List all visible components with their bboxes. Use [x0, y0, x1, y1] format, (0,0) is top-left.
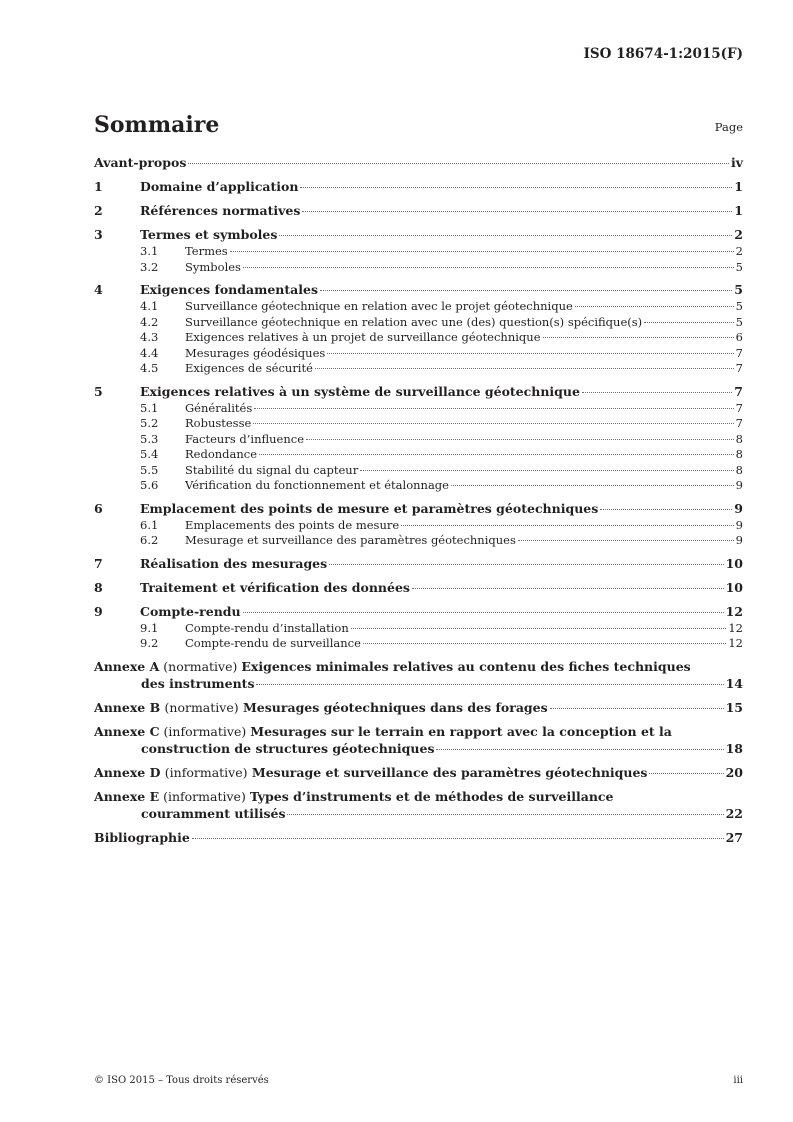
dot-leader [329, 564, 723, 565]
section-number: 8 [94, 579, 103, 595]
annex-title-line [94, 700, 743, 717]
subsection-number: 4.4 [140, 345, 159, 360]
annex-name: Annexe D [94, 764, 161, 780]
dot-leader [401, 525, 734, 526]
toc-entry-page: 6 [735, 330, 743, 344]
toc-entry-avant-propos[interactable] [94, 155, 743, 172]
toc-entry-section-7[interactable] [94, 556, 743, 573]
dot-leader [243, 267, 734, 268]
toc-entry-label: Surveillance géotechnique en relation avec une (des) question(s) spécifique(s) [185, 314, 643, 329]
toc-entry-label: Références normatives [140, 203, 301, 218]
toc-entry-page: 7 [734, 383, 743, 399]
dot-leader [300, 187, 732, 188]
toc-entry-section-3[interactable] [94, 227, 743, 244]
toc-entry-page: 1 [734, 179, 743, 194]
table-of-contents [94, 155, 743, 847]
annex-kind: (normative) [163, 658, 238, 674]
toc-entry-label: Domaine d’application [140, 179, 299, 194]
toc-entry-page: 5 [734, 282, 743, 297]
toc-entry-label: Exigences de sécurité [185, 361, 313, 375]
subsection-number: 5.3 [140, 431, 159, 446]
dot-leader [644, 322, 734, 323]
dot-leader [600, 509, 732, 510]
toc-entry-subsection-4-1[interactable] [94, 299, 743, 315]
toc-entry-label: Bibliographie [94, 829, 190, 845]
spacer [94, 573, 743, 580]
toc-entry-subsection-6-2[interactable] [94, 533, 743, 549]
section-number: 3 [94, 227, 103, 242]
toc-entry-page: 22 [725, 805, 743, 821]
dot-leader [436, 749, 723, 750]
spacer [94, 549, 743, 556]
toc-entry-section-6[interactable] [94, 501, 743, 518]
dot-leader [256, 684, 723, 685]
subsection-number: 3.1 [140, 244, 159, 258]
spacer [94, 377, 743, 384]
document-id: ISO 18674-1:2015(F) [583, 46, 743, 62]
toc-entry-label: Emplacement des points de mesure et paramètres géotechniques [140, 500, 599, 516]
dot-leader [192, 838, 724, 839]
section-number: 1 [94, 179, 103, 194]
dot-leader [518, 540, 734, 541]
toc-entry-label: Termes et symboles [140, 227, 278, 242]
toc-entry-page: 14 [725, 675, 743, 691]
dot-leader [306, 439, 734, 440]
toc-entry-page: 7 [735, 400, 743, 415]
toc-entry-label: Mesurages géodésiques [185, 345, 326, 360]
subsection-number: 5.2 [140, 416, 159, 430]
toc-header [94, 112, 743, 142]
spacer [94, 275, 743, 282]
dot-leader [320, 290, 732, 291]
spacer [94, 597, 743, 604]
toc-entry-annex-c[interactable] [94, 724, 743, 758]
dot-leader [302, 211, 732, 212]
subsection-number: 3.2 [140, 259, 159, 274]
spacer [94, 652, 743, 659]
toc-entry-page: 8 [735, 447, 743, 461]
dot-leader [188, 163, 729, 164]
toc-entry-label: Réalisation des mesurages [140, 555, 328, 571]
annex-title-line [94, 724, 743, 741]
toc-entry-bibliographie[interactable] [94, 830, 743, 847]
subsection-number: 5.1 [140, 400, 159, 415]
dot-leader [327, 353, 733, 354]
annex-title: Mesurage et surveillance des paramètres géotechniques [251, 764, 648, 780]
toc-entry-page: 9 [735, 478, 743, 492]
toc-entry-subsection-6-1[interactable] [94, 518, 743, 534]
dot-leader [363, 643, 726, 644]
toc-entry-subsection-4-3[interactable] [94, 330, 743, 346]
annex-kind: (normative) [164, 699, 239, 715]
toc-entry-page: 20 [725, 764, 743, 780]
spacer [94, 693, 743, 700]
subsection-number: 9.1 [140, 620, 159, 635]
annex-name: Annexe C [94, 723, 160, 739]
toc-entry-label: Avant-propos [94, 155, 187, 170]
annex-title-line [94, 765, 743, 782]
toc-entry-subsection-9-2[interactable] [94, 636, 743, 652]
toc-entry-page: 9 [734, 500, 743, 516]
subsection-number: 5.5 [140, 462, 159, 477]
dot-leader [315, 368, 734, 369]
spacer [94, 717, 743, 724]
toc-entry-label: Généralités [185, 400, 253, 415]
subsection-number: 5.6 [140, 478, 159, 492]
toc-entry-subsection-3-2[interactable] [94, 260, 743, 276]
toc-entry-label: Stabilité du signal du capteur [185, 462, 359, 477]
dot-leader [550, 708, 724, 709]
toc-entry-label: Surveillance géotechnique en relation avec le projet géotechnique [185, 299, 573, 313]
toc-entry-annex-a[interactable] [94, 659, 743, 693]
annex-title: Types d’instruments et de méthodes de surveillance [249, 788, 614, 804]
subsection-number: 4.1 [140, 299, 159, 313]
dot-leader [243, 612, 724, 613]
dot-leader [253, 423, 733, 424]
dot-leader [360, 470, 733, 471]
toc-entry-subsection-5-5[interactable] [94, 463, 743, 479]
footer-copyright: © ISO 2015 – Tous droits réservés [94, 1075, 269, 1086]
toc-entry-label: Symboles [185, 259, 241, 274]
annex-title-line [94, 659, 743, 676]
annex-title-cont: des instruments [141, 675, 255, 691]
toc-entry-page: 10 [725, 555, 743, 571]
annex-title-continuation [94, 741, 743, 758]
toc-entry-page: 15 [725, 699, 743, 715]
annex-label [94, 700, 548, 715]
annex-name: Annexe B [94, 699, 161, 715]
toc-entry-label: Facteurs d’influence [185, 431, 305, 446]
toc-entry-section-1[interactable] [94, 179, 743, 196]
subsection-number: 5.4 [140, 447, 159, 461]
toc-entry-label: Vérification du fonctionnement et étalonnage [185, 478, 449, 492]
toc-entry-subsection-5-4[interactable] [94, 447, 743, 463]
page-column-label: Page [714, 120, 743, 134]
toc-entry-subsection-5-2[interactable] [94, 416, 743, 432]
subsection-number: 4.5 [140, 361, 159, 375]
toc-entry-page: 12 [728, 620, 743, 635]
toc-entry-page: 27 [725, 829, 743, 845]
dot-leader [575, 306, 734, 307]
toc-entry-page: 7 [735, 361, 743, 375]
dot-leader [351, 628, 727, 629]
toc-entry-label: Exigences fondamentales [140, 282, 318, 297]
toc-entry-label: Compte-rendu [140, 603, 241, 619]
toc-entry-page: 2 [735, 244, 743, 258]
toc-entry-subsection-9-1[interactable] [94, 621, 743, 637]
toc-entry-page: 5 [735, 299, 743, 313]
subsection-number: 4.2 [140, 314, 159, 329]
toc-entry-label: Mesurage et surveillance des paramètres géotechniques [185, 533, 516, 547]
toc-entry-page: 2 [734, 227, 743, 242]
dot-leader [412, 588, 724, 589]
toc-entry-label: Compte-rendu de surveillance [185, 636, 361, 650]
toc-entry-page: 9 [735, 533, 743, 547]
spacer [94, 782, 743, 789]
toc-entry-subsection-4-5[interactable] [94, 361, 743, 377]
toc-entry-label: Traitement et vérification des données [140, 579, 410, 595]
toc-entry-subsection-5-3[interactable] [94, 432, 743, 448]
toc-entry-page: 12 [725, 603, 743, 619]
section-number: 2 [94, 203, 103, 218]
annex-title-cont: couramment utilisés [141, 805, 286, 821]
dot-leader [259, 454, 734, 455]
toc-entry-page: 5 [735, 259, 743, 274]
toc-entry-label: Termes [185, 244, 228, 258]
annex-title-line [94, 789, 743, 806]
toc-entry-section-2[interactable] [94, 203, 743, 220]
spacer [94, 494, 743, 501]
toc-entry-label: Robustesse [185, 416, 252, 430]
section-number: 5 [94, 383, 103, 399]
toc-entry-subsection-5-1[interactable] [94, 401, 743, 417]
toc-entry-page: 8 [735, 462, 743, 477]
toc-entry-page: 7 [735, 345, 743, 360]
subsection-number: 9.2 [140, 636, 159, 650]
dot-leader [543, 337, 734, 338]
annex-title-continuation [94, 676, 743, 693]
toc-entry-page: iv [730, 155, 743, 170]
footer-page-number: iii [733, 1075, 743, 1086]
toc-entry-section-8[interactable] [94, 580, 743, 597]
page-title: Sommaire [94, 112, 220, 138]
dot-leader [451, 485, 734, 486]
spacer [94, 172, 743, 179]
annex-title: Mesurages sur le terrain en rapport avec la conception et la [250, 723, 672, 739]
subsection-number: 4.3 [140, 330, 159, 344]
toc-entry-section-9[interactable] [94, 604, 743, 621]
dot-leader [230, 251, 734, 252]
toc-entry-page: 9 [735, 517, 743, 532]
dot-leader [287, 814, 723, 815]
toc-entry-section-4[interactable] [94, 282, 743, 299]
toc-entry-page: 8 [735, 431, 743, 446]
toc-entry-subsection-4-4[interactable] [94, 346, 743, 362]
annex-title: Mesurages géotechniques dans des forages [242, 699, 548, 715]
toc-entry-page: 18 [725, 740, 743, 756]
annex-label [94, 765, 647, 780]
annex-name: Annexe A [94, 658, 160, 674]
subsection-number: 6.2 [140, 533, 159, 547]
section-number: 6 [94, 500, 103, 516]
toc-entry-subsection-3-1[interactable] [94, 244, 743, 260]
toc-entry-subsection-5-6[interactable] [94, 478, 743, 494]
section-number: 9 [94, 603, 103, 619]
annex-kind: (informative) [164, 764, 248, 780]
toc-entry-label: Exigences relatives à un système de surveillance géotechnique [140, 383, 580, 399]
spacer [94, 220, 743, 227]
dot-leader [254, 408, 733, 409]
spacer [94, 758, 743, 765]
subsection-number: 6.1 [140, 517, 159, 532]
toc-entry-page: 5 [735, 314, 743, 329]
annex-title-continuation [94, 806, 743, 823]
dot-leader [279, 235, 732, 236]
toc-entry-page: 1 [734, 203, 743, 218]
toc-entry-page: 12 [728, 636, 743, 650]
toc-entry-page: 7 [735, 416, 743, 430]
toc-entry-label: Redondance [185, 447, 258, 461]
toc-entry-subsection-4-2[interactable] [94, 315, 743, 331]
annex-name: Annexe E [94, 788, 160, 804]
toc-entry-annex-d[interactable] [94, 765, 743, 782]
section-number: 4 [94, 282, 103, 297]
toc-entry-annex-e[interactable] [94, 789, 743, 823]
section-number: 7 [94, 555, 103, 571]
toc-entry-page: 10 [725, 579, 743, 595]
annex-title: Exigences minimales relatives au contenu des fiches techniques [241, 658, 691, 674]
spacer [94, 196, 743, 203]
dot-leader [582, 392, 732, 393]
annex-kind: (informative) [163, 788, 246, 804]
toc-entry-label: Compte-rendu d’installation [185, 620, 349, 635]
toc-entry-label: Exigences relatives à un projet de surveillance géotechnique [185, 330, 541, 344]
annex-title-cont: construction de structures géotechniques [141, 740, 435, 756]
dot-leader [649, 773, 723, 774]
annex-kind: (informative) [163, 723, 247, 739]
toc-entry-annex-b[interactable] [94, 700, 743, 717]
toc-entry-label: Emplacements des points de mesure [185, 517, 400, 532]
toc-entry-section-5[interactable] [94, 384, 743, 401]
